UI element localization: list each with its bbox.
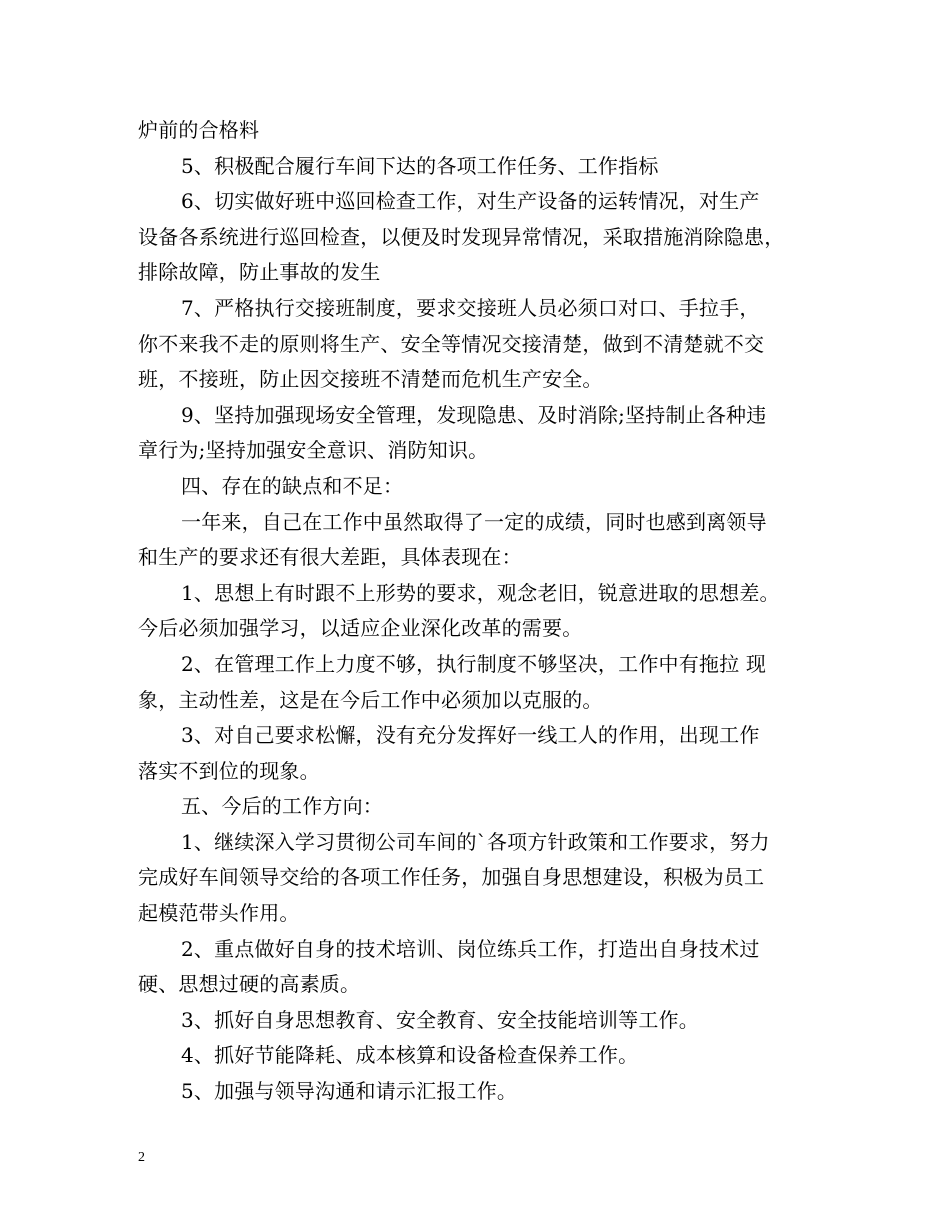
text-line: 6、切实做好班中巡回检查工作，对生产设备的运转情况，对生产 [181, 189, 760, 214]
text-line: 和生产的要求还有很大差距，具体表现在： [138, 545, 522, 570]
text-line: 你不来我不走的原则将生产、安全等情况交接清楚，做到不清楚就不交 [138, 331, 765, 356]
text-line: 排除故障，防止事故的发生 [138, 260, 381, 285]
text-line: 3、对自己要求松懈，没有充分发挥好一线工人的作用，出现工作 [181, 723, 760, 748]
text-line: 2、在管理工作上力度不够，执行制度不够坚决，工作中有拖拉 现 [181, 651, 767, 676]
page-number: 2 [138, 1150, 145, 1165]
text-line: 章行为;坚持加强安全意识、消防知识。 [138, 438, 489, 463]
document-body [138, 113, 818, 1110]
text-line: 7、严格执行交接班制度，要求交接班人员必须口对口、手拉手， [181, 295, 760, 320]
text-line: 象，主动性差，这是在今后工作中必须加以克服的。 [138, 687, 603, 712]
text-line: 5、加强与领导沟通和请示汇报工作。 [181, 1079, 518, 1104]
section-heading: 四、存在的缺点和不足： [181, 473, 404, 498]
text-line: 硬、思想过硬的高素质。 [138, 972, 361, 997]
text-line: 起模范带头作用。 [138, 901, 300, 926]
text-line: 5、积极配合履行车间下达的各项工作任务、工作指标 [181, 153, 659, 178]
text-line: 今后必须加强学习，以适应企业深化改革的需要。 [138, 616, 583, 641]
text-line: 完成好车间领导交给的各项工作任务，加强自身思想建设，积极为员工 [138, 865, 765, 890]
section-heading: 五、今后的工作方向： [181, 794, 383, 819]
text-line: 3、抓好自身思想教育、安全教育、安全技能培训等工作。 [181, 1007, 699, 1032]
text-line: 落实不到位的现象。 [138, 758, 320, 783]
text-line: 1、继续深入学习贯彻公司车间的`各项方针政策和工作要求，努力 [181, 829, 770, 854]
text-line: 炉前的合格料 [138, 118, 260, 142]
text-line: 设备各系统进行巡回检查，以便及时发现异常情况，采取措施消除隐患， [138, 224, 785, 249]
text-line: 4、抓好节能降耗、成本核算和设备检查保养工作。 [181, 1043, 639, 1068]
text-line: 2、重点做好自身的技术培训、岗位练兵工作，打造出自身技术过 [181, 936, 760, 961]
text-line: 9、坚持加强现场安全管理，发现隐患、及时消除;坚持制止各种违 [181, 402, 767, 427]
text-line: 一年来，自己在工作中虽然取得了一定的成绩，同时也感到离领导 [181, 509, 767, 534]
text-line: 1、思想上有时跟不上形势的要求，观念老旧，锐意进取的思想差。 [181, 580, 780, 605]
text-line: 班，不接班，防止因交接班不清楚而危机生产安全。 [138, 367, 603, 392]
